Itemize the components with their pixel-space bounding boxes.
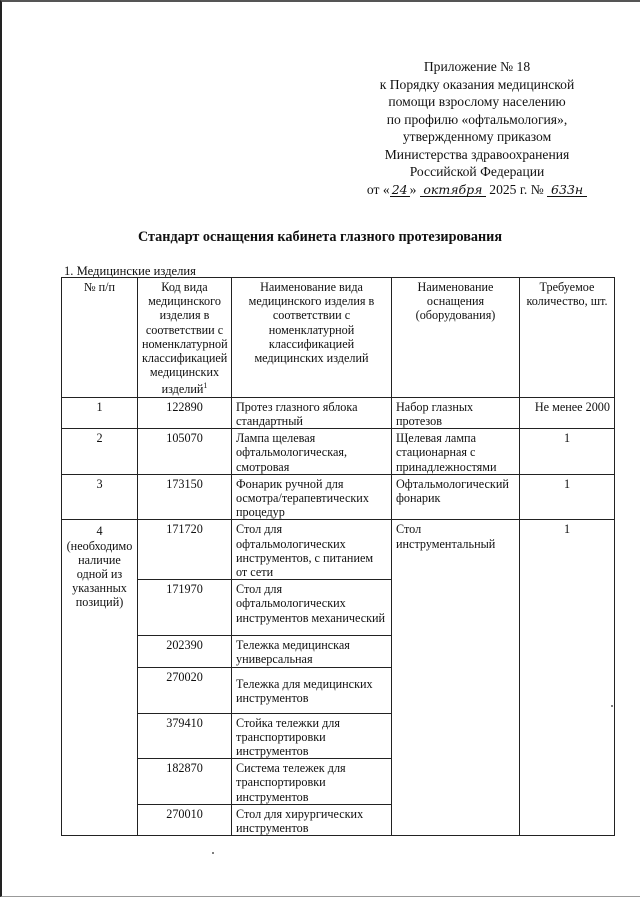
cell-qty: 1 [520, 429, 615, 475]
appendix-line: помощи взрослому населению [388, 94, 566, 109]
cell-code: 171720 [138, 520, 232, 580]
cell-qty: Не менее 2000 [520, 397, 615, 428]
scan-speck [212, 852, 214, 854]
appendix-line: Приложение № 18 [423, 59, 531, 74]
cell-group-qty: 1 [520, 520, 615, 836]
header-qty: Требуемое количество, шт. [520, 278, 615, 398]
date-year: 2025 г. № [489, 181, 544, 197]
cell-group-num: 4 (необходимо наличие одной из указанных позиций) [62, 520, 138, 836]
section-heading: 1. Медицинские изделия [64, 264, 196, 278]
header-num: № п/п [62, 278, 138, 398]
cell-type: Тележка медицинская универсальная [232, 636, 392, 667]
table-row [62, 397, 615, 428]
appendix-line: Российской Федерации [409, 164, 545, 179]
date-prefix: от « [366, 181, 390, 197]
appendix-line: к Порядку оказания медицинской [379, 76, 575, 92]
equipment-table [61, 277, 615, 836]
header-equipment: Наименование оснащения (оборудования) [392, 278, 520, 398]
cell-type: Протез глазного яблока стандартный [232, 397, 392, 428]
cell-code: 182870 [138, 759, 232, 805]
cell-group-equipment: Стол инструментальный [392, 520, 520, 836]
table-row [62, 474, 615, 520]
order-date-line [352, 181, 602, 199]
cell-type: Стойка тележки для транспортировки инструментов [232, 713, 392, 759]
cell-type: Стол для офтальмологических инструментов механический [232, 580, 392, 636]
cell-num: 2 [62, 429, 138, 475]
page-title: Стандарт оснащения кабинета глазного протезирования [137, 229, 503, 245]
cell-num: 3 [62, 474, 138, 520]
cell-code: 173150 [138, 474, 232, 520]
cell-type: Система тележек для транспортировки инструментов [232, 759, 392, 805]
cell-code: 122890 [138, 397, 232, 428]
table-header-row [62, 278, 615, 398]
cell-code: 171970 [138, 580, 232, 636]
cell-num: 1 [62, 397, 138, 428]
cell-code: 270020 [138, 667, 232, 713]
cell-type: Стол для офтальмологических инструментов, с питанием от сети [232, 520, 392, 580]
table-row [62, 429, 615, 475]
cell-qty: 1 [520, 474, 615, 520]
cell-equipment: Офтальмологический фонарик [392, 474, 520, 520]
cell-code: 202390 [138, 636, 232, 667]
header-type: Наименование вида медицинского изделия в соответствии с номенклатурной классификацией медицинских изделий [232, 278, 392, 398]
footnote-mark: 1 [203, 381, 208, 391]
handwritten-month: октября [420, 183, 486, 197]
header-code-text: Код вида медицинского изделия в соответствии с номенклатурной классификацией медицинских изделий [142, 280, 228, 397]
appendix-line: утвержденному приказом [402, 129, 552, 144]
cell-type: Фонарик ручной для осмотра/терапевтических процедур [232, 474, 392, 520]
scan-speck [611, 705, 613, 707]
cell-code: 270010 [138, 804, 232, 835]
appendix-line: по профилю «офтальмология», [386, 111, 568, 127]
cell-equipment: Набор глазных протезов [392, 397, 520, 428]
cell-type: Стол для хирургических инструментов [232, 804, 392, 835]
cell-code: 105070 [138, 429, 232, 475]
cell-type: Лампа щелевая офтальмологическая, смотровая [232, 429, 392, 475]
cell-code: 379410 [138, 713, 232, 759]
cell-equipment: Щелевая лампа стационарная с принадлежностями [392, 429, 520, 475]
cell-type: Тележка для медицинских инструментов [232, 667, 392, 713]
date-mid: » [409, 181, 417, 197]
handwritten-day: 24 [390, 183, 410, 197]
header-code [138, 278, 232, 398]
handwritten-order-number: 633н [547, 183, 587, 197]
table-row [62, 520, 615, 580]
appendix-block [352, 58, 602, 198]
appendix-line: Министерства здравоохранения [384, 146, 570, 162]
